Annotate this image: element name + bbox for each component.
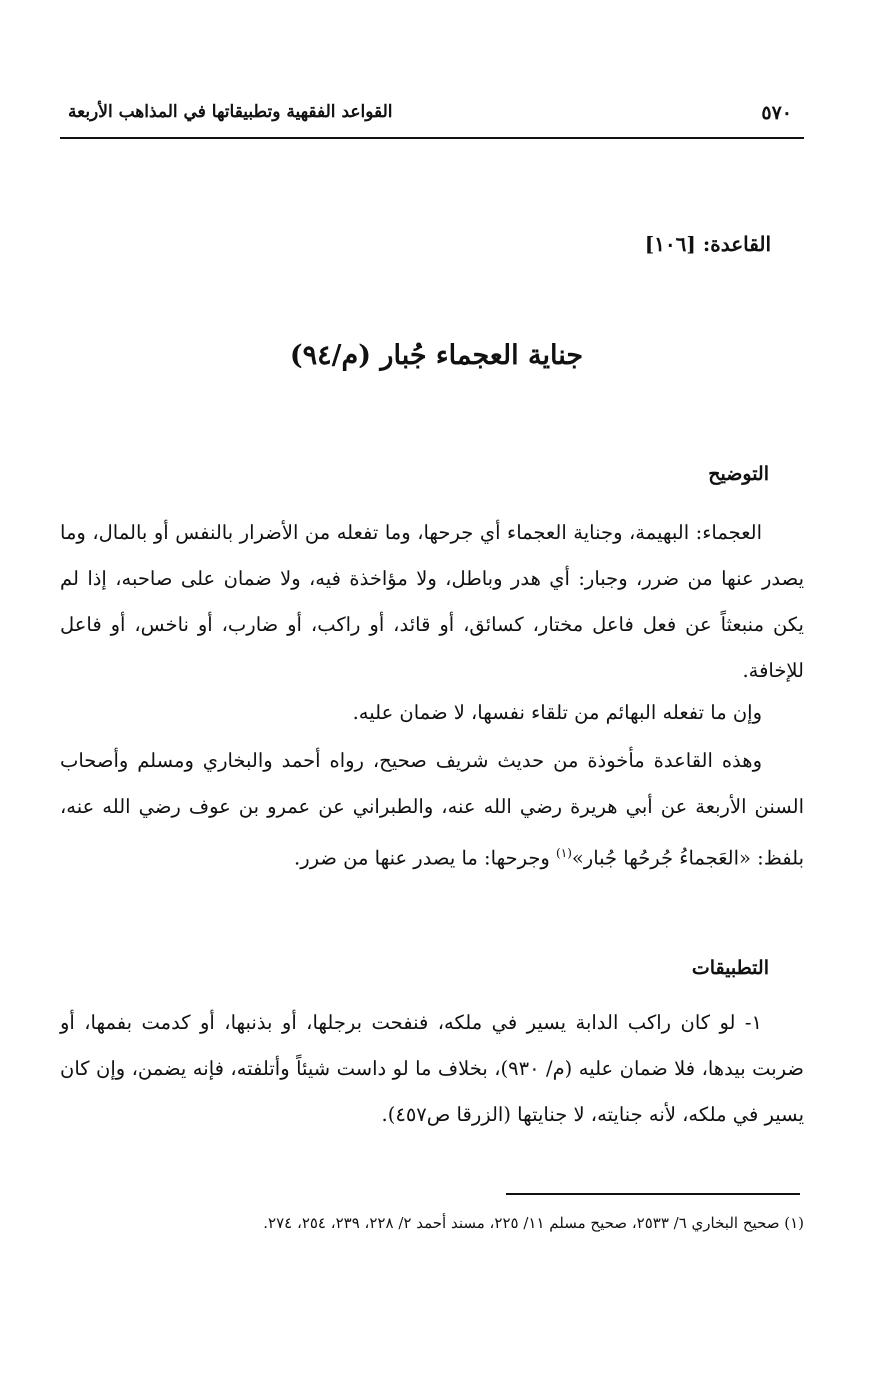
hadith-text: وهذه القاعدة مأخوذة من حديث شريف صحيح، رواه أحمد والبخاري ومسلم وأصحاب السنن الأربعة عن أبي هريرة رضي الله عنه، والطبراني عن عمرو بن عوف رضي الله عنه، بلفظ: «العَجماءُ جُرحُها جُبار»: [60, 749, 804, 870]
page-title: جناية العجماء جُبار (م/٩٤): [289, 340, 584, 371]
running-header: [62, 96, 802, 130]
wound-definition: وجرحها: ما يصدر عنها من ضرر.: [294, 846, 557, 870]
footnote-divider: [506, 1193, 800, 1195]
book-title: القواعد الفقهية وتطبيقاتها في المذاهب الأربعة: [68, 102, 393, 122]
application-item-1: ١- لو كان راكب الدابة يسير في ملكه، فنفحت برجلها، أو بذنبها، أو كدمت بفمها، أو ضربت بيدها، فلا ضمان عليه (م/ ٩٣٠)، بخلاف ما لو داست شيئاً وأتلفته، فإنه يضمن، وإن كان يسير في ملكه، لأنه جنايته، لا جنايتها (الزرقا ص٤٥٧).: [60, 1011, 804, 1126]
page-number: ٥٧٠: [761, 102, 792, 124]
explanation-paragraph-2: وإن ما تفعله البهائم من تلقاء نفسها، لا ضمان عليه.: [352, 701, 762, 724]
footnote-marker: (١): [556, 846, 572, 860]
applications-heading: التطبيقات: [691, 957, 769, 979]
explanation-paragraph-1: العجماء: البهيمة، وجناية العجماء أي جرحها، وما تفعله من الأضرار بالنفس أو بالمال، وما يصدر عنها من ضرر، وجبار: أي هدر وباطل، ولا مؤاخذة فيه، ولا ضمان على صاحبه، إذا لم يكن منبعثاً عن فعل فاعل مختار، كسائق، أو قائد، أو راكب، أو ضارب، أو ناخس، أو فاعل للإخافة.: [60, 521, 804, 682]
footnote: (١) صحيح البخاري ٦/ ٢٥٣٣، صحيح مسلم ١١/ ٢٢٥، مسند أحمد ٢/ ٢٢٨، ٢٣٩، ٢٥٤، ٢٧٤.: [263, 1214, 804, 1232]
explanation-paragraph-3: [60, 738, 804, 882]
rule-label-text: القاعدة:: [702, 232, 771, 256]
rule-label: [645, 232, 771, 256]
explanation-heading: التوضيح: [708, 463, 769, 485]
header-divider: [60, 137, 804, 139]
rule-number: [١٠٦]: [644, 232, 696, 256]
